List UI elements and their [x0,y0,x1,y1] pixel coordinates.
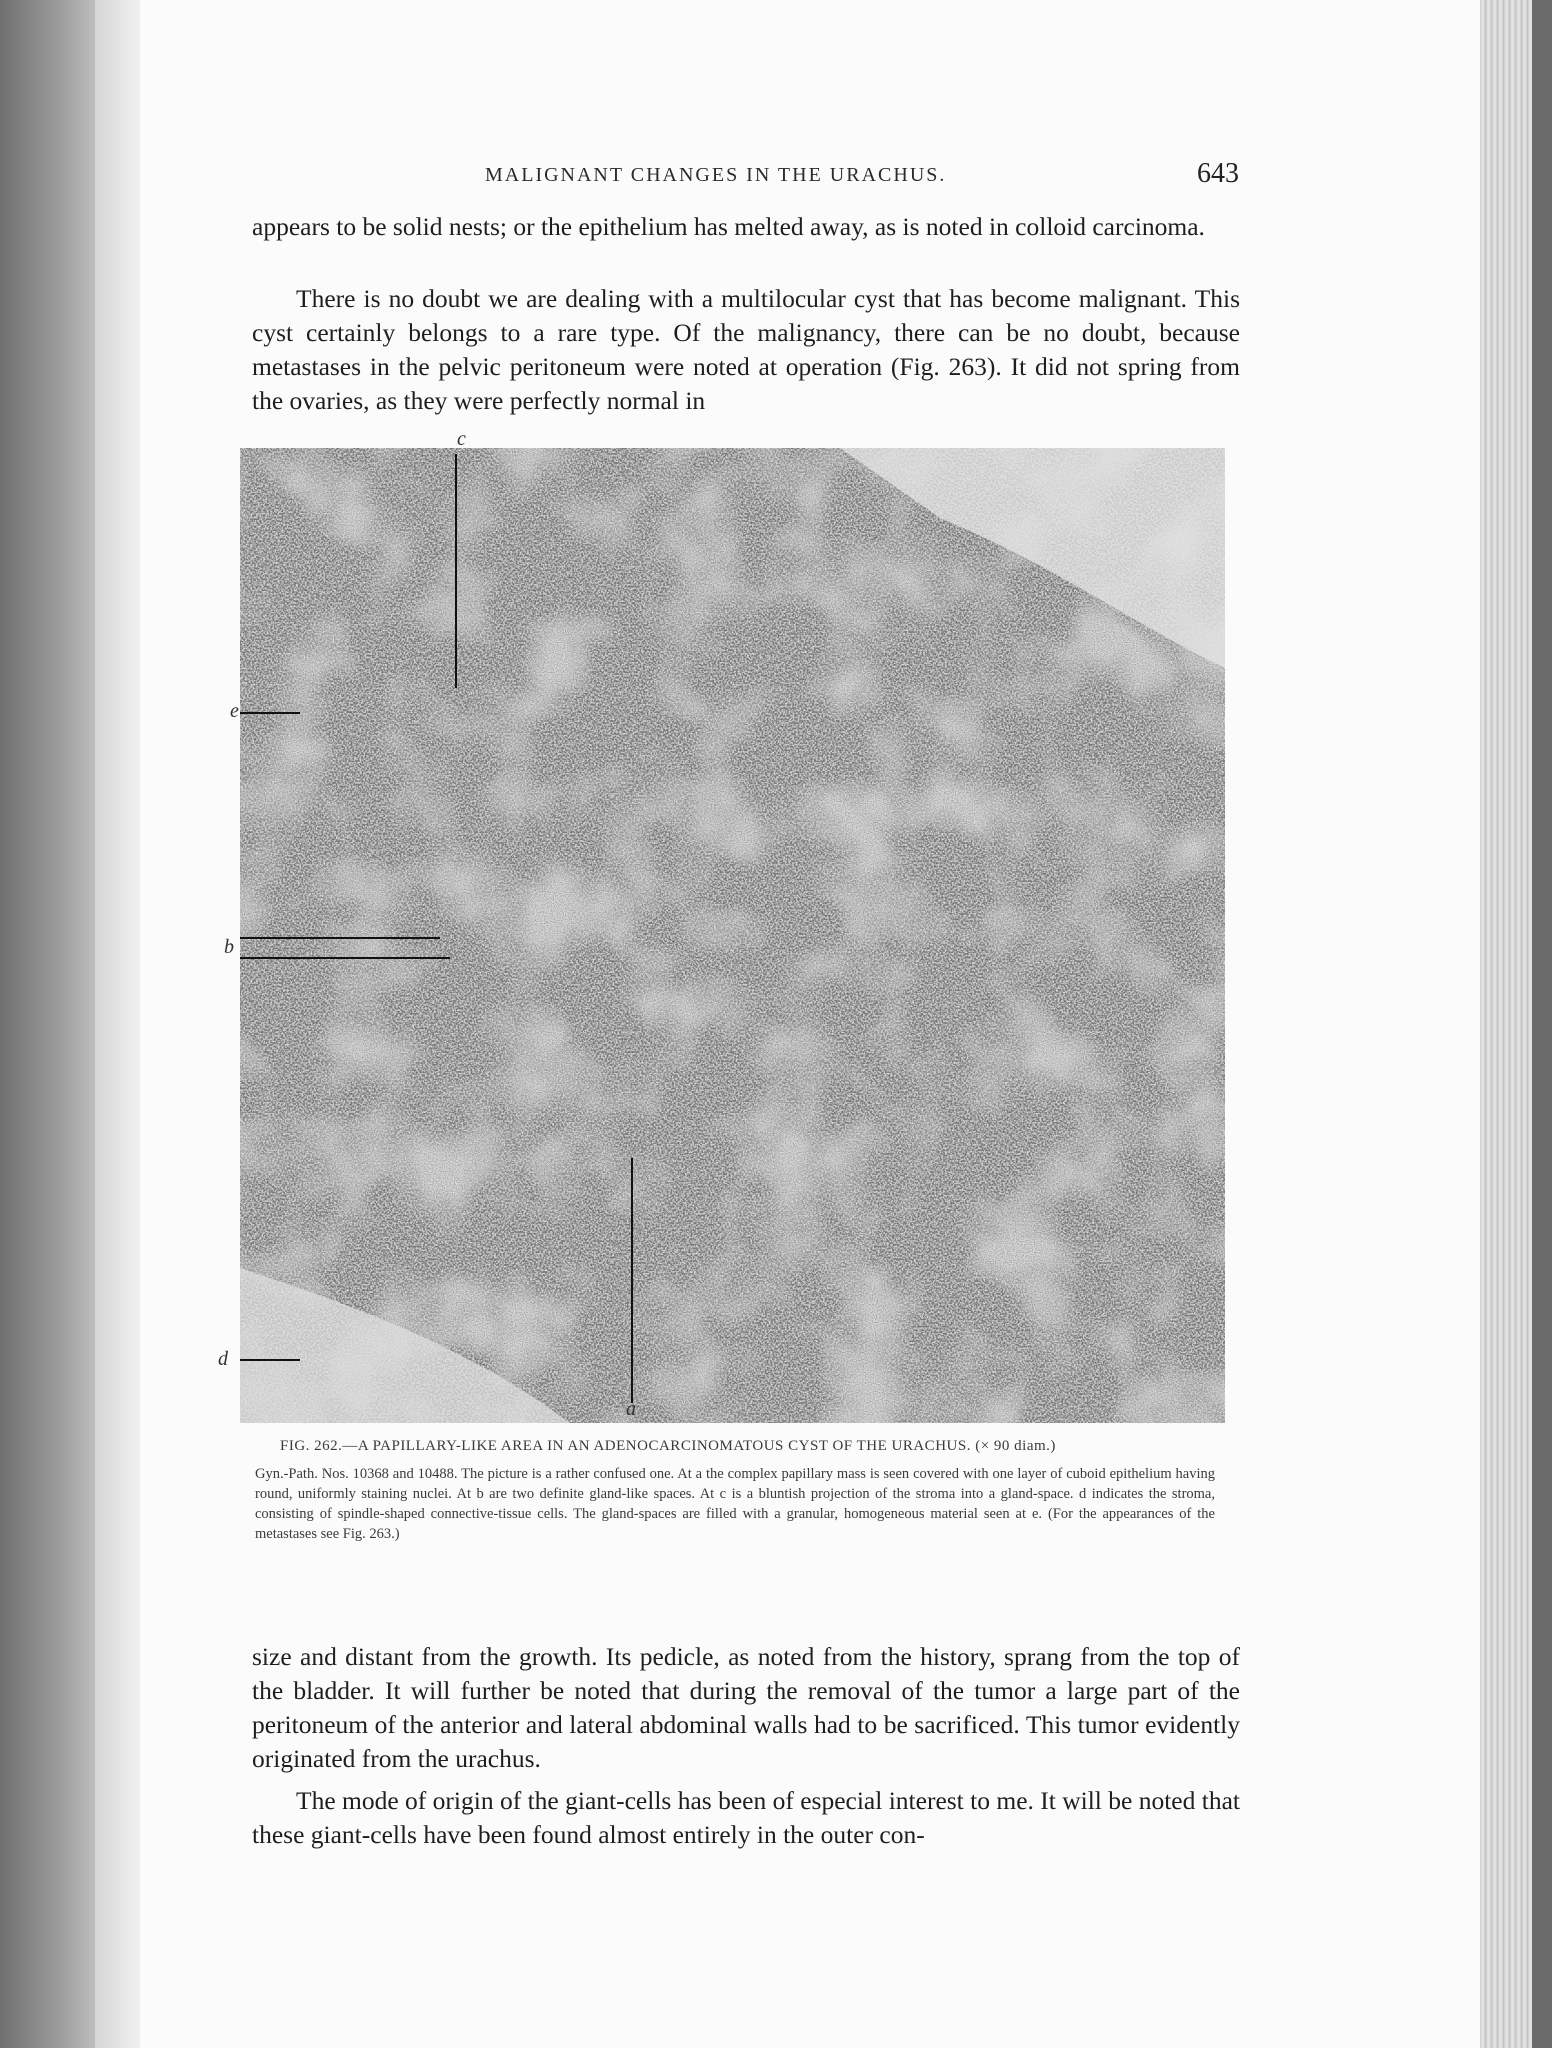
binding-edge [95,0,145,2048]
running-title: MALIGNANT CHANGES IN THE URACHUS. [485,164,947,186]
figure-label-e: e [230,700,239,722]
paragraph: There is no doubt we are dealing with a multilocular cyst that has become malignant. This cyst certainly belongs to a rare type. Of the malignancy, there can be no doubt, because metastases in the pelvic peritoneum were noted at operation (Fig. 263). It did not spring from the ovaries, as they were perfectly normal in [252,284,1240,415]
figure-caption-title: FIG. 262.—A PAPILLARY-LIKE AREA IN AN ADENOCARCINOMATOUS CYST OF THE URACHUS. (× 90 diam.) [280,1438,1056,1454]
paragraph: appears to be solid nests; or the epithelium has melted away, as is noted in colloid carcinoma. [252,212,1205,241]
micrograph-image [240,448,1225,1423]
figure-262 [218,428,1225,1423]
running-head [255,158,1239,198]
figure-label-d: d [218,1348,228,1370]
figure-label-a: a [626,1398,636,1420]
page-number: 643 [1197,158,1239,189]
book-binding [0,0,95,2048]
figure-label-c: c [457,428,466,450]
paragraph: The mode of origin of the giant-cells has been of especial interest to me. It will be noted that these giant-cells have been found almost entirely in the outer con- [252,1786,1240,1849]
paragraph: size and distant from the growth. Its pedicle, as noted from the history, sprang from the top of the bladder. It will further be noted that during the removal of the tumor a large part of the peritoneum of the anterior and lateral abdominal walls had to be sacrificed. This tumor evidently originated from the urachus. [252,1642,1240,1773]
page-edge-shadow [1532,0,1552,2048]
figure-caption-body: Gyn.-Path. Nos. 10368 and 10488. The picture is a rather confused one. At a the complex papillary mass is seen covered with one layer of cuboid epithelium having round, uniformly staining nuclei. At b are two definite gland-like spaces. At c is a bluntish projection of the stroma into a gland-space. d indicates the stroma, consisting of spindle-shaped connective-tissue cells. The gland-spaces are filled with a granular, homogeneous material seen at e. (For the appearances of the metastases see Fig. 263.) [255,1466,1215,1542]
figure-label-b: b [224,936,234,958]
